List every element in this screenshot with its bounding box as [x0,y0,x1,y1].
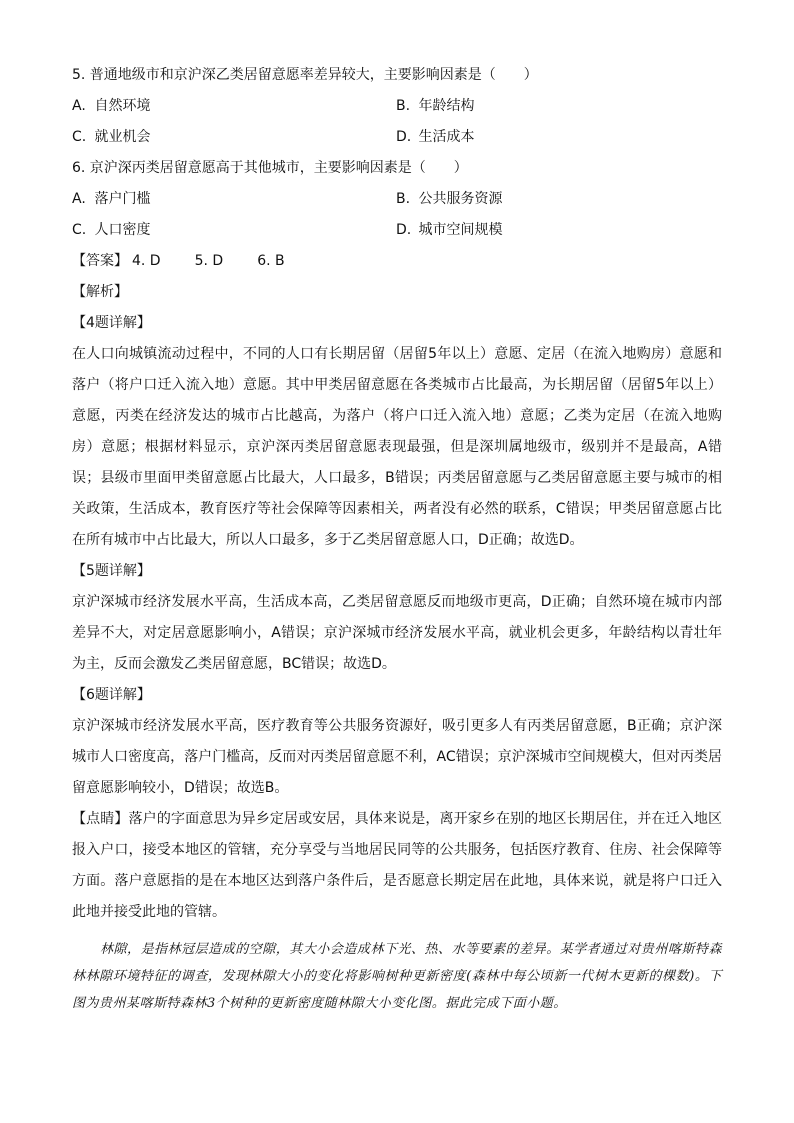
detail-6-heading: 【6题详解】 [72,687,151,703]
question-5-stem: 5. 普通地级市和京沪深乙类居留意愿率差异较大，主要影响因素是（ ） [72,67,538,83]
question-5-option-c: C. 就业机会 [72,129,151,145]
question-6-options-row-1 [72,184,722,215]
document-page [72,60,722,1017]
question-6-option-c: C. 人口密度 [72,222,151,238]
analysis-label: 【解析】 [72,284,128,300]
question-5-option-a: A. 自然环境 [72,98,151,114]
answer-label: 【答案】 [72,253,128,269]
comment-paragraph [72,804,722,928]
detail-5-text: 京沪深城市经济发展水平高，生活成本高，乙类居留意愿反而地级市更高，D正确；自然环境在城市内部差异不大，对定居意愿影响小，A错误；京沪深城市经济发展水平高，就业机会更多，年龄结构以青壮年为主，反而会激发乙类居留意愿，BC错误；故选D。 [72,594,722,672]
question-6-option-d: D. 城市空间规模 [396,222,503,238]
detail-4-text: 在人口向城镇流动过程中，不同的人口有长期居留（居留5年以上）意愿、定居（在流入地购房）意愿和落户（将户口迁入流入地）意愿。其中甲类居留意愿在各类城市占比最高，为长期居留（居留5年以上）意愿，丙类在经济发达的城市占比越高，为落户（将户口迁入流入地）意愿；乙类为定居（在流入地购房）意愿；根据材料显示，京沪深丙类居留意愿表现最强，但是深圳属地级市，级别并不是最高，A错误；县级市里面甲类留意愿占比最大，人口最多，B错误；丙类居留意愿与乙类居留意愿主要与城市的相关政策，生活成本，教育医疗等社会保障等因素相关，两者没有必然的联系，C错误；甲类居留意愿占比在所有城市中占比最大，所以人口最多，多于乙类居留意愿人口，D正确；故选D。 [72,346,722,548]
question-6-stem: 6. 京沪深丙类居留意愿高于其他城市，主要影响因素是（ ） [72,160,468,176]
question-5-option-b: B. 年龄结构 [396,98,475,114]
detail-4-heading: 【4题详解】 [72,315,151,331]
answer-4: 4. D [132,253,161,269]
question-6-options-row-2 [72,215,722,246]
answer-line [72,246,722,277]
answer-5: 5. D [194,253,224,269]
question-6-option-a: A. 落户门槛 [72,191,151,207]
comment-label: 【点睛】 [72,811,129,827]
question-5-options-row-1 [72,91,722,122]
next-question-intro: 林隙，是指林冠层造成的空隙，其大小会造成林下光、热、水等要素的差异。某学者通过对贵州喀斯特森林林隙环境特征的调查，发现林隙大小的变化将影响树种更新密度(森林中每公顷新一代树木更新的棵数)。下图为贵州某喀斯特森林3个树种的更新密度随林隙大小变化图。据此完成下面小题。 [72,942,722,1011]
comment-text: 落户的字面意思为异乡定居或安居，具体来说是，离开家乡在别的地区长期居住，并在迁入地区报入户口，接受本地区的管辖，充分享受与当地居民同等的公共服务，包括医疗教育、住房、社会保障等方面。落户意愿指的是在本地区达到落户条件后，是否愿意长期定居在此地，具体来说，就是将户口迁入此地并接受此地的管辖。 [72,811,723,920]
question-5-options-row-2 [72,122,722,153]
question-6-option-b: B. 公共服务资源 [396,191,503,207]
detail-5-heading: 【5题详解】 [72,563,151,579]
question-5-option-d: D. 生活成本 [396,129,475,145]
answer-6: 6. B [257,253,285,269]
detail-6-text: 京沪深城市经济发展水平高，医疗教育等公共服务资源好，吸引更多人有丙类居留意愿，B正确；京沪深城市人口密度高，落户门槛高，反而对丙类居留意愿不利，AC错误；京沪深城市空间规模大，但对丙类居留意愿影响较小，D错误；故选B。 [72,718,722,796]
